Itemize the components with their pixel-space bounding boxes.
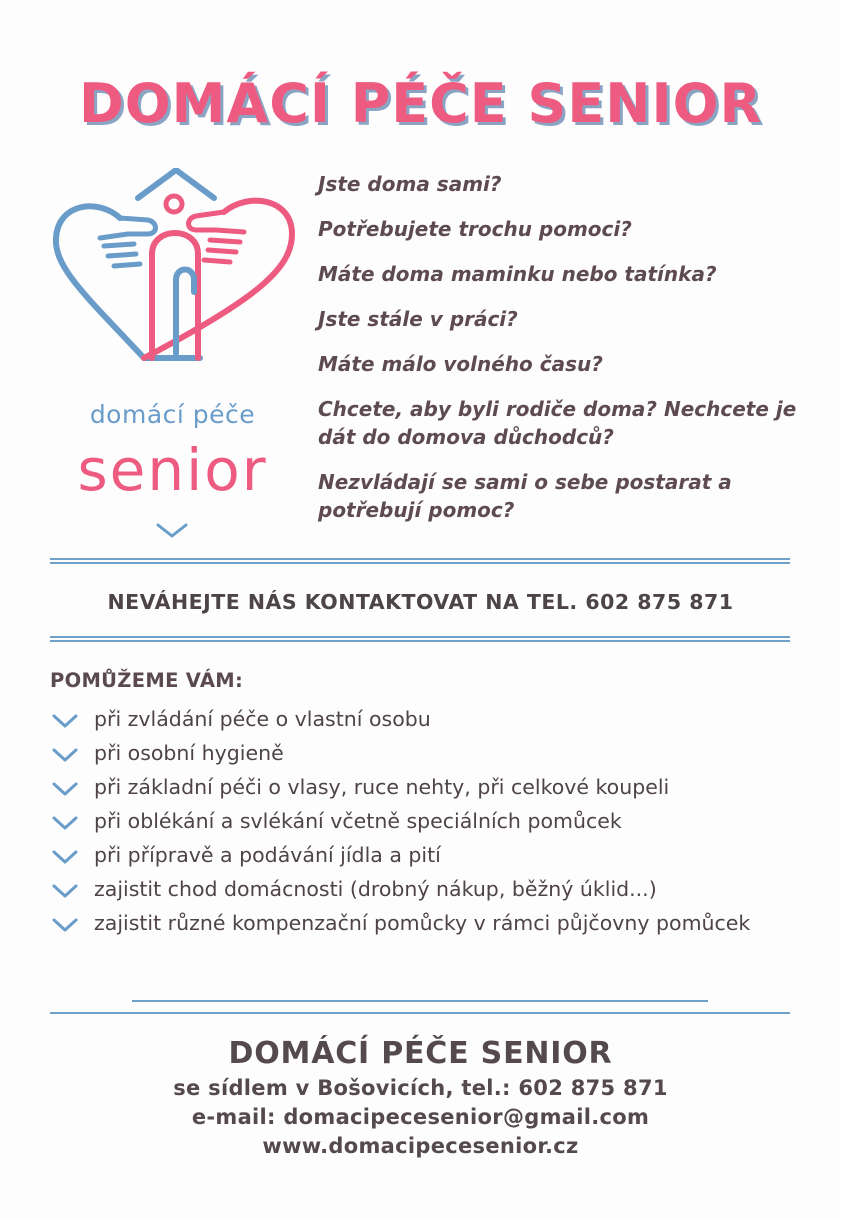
help-heading: POMŮŽEME VÁM: bbox=[50, 669, 244, 692]
list-item-text: při oblékání a svlékání včetně speciálních pomůcek bbox=[94, 809, 622, 833]
list-item-text: při přípravě a podávání jídla a pití bbox=[94, 843, 441, 867]
chevron-down-icon bbox=[52, 850, 78, 864]
question: Chcete, aby byli rodiče doma? Nechcete je dát do domova důchodců? bbox=[318, 397, 797, 449]
chevron-down-icon bbox=[52, 748, 78, 762]
divider bbox=[50, 636, 790, 642]
chevron-down-icon bbox=[52, 918, 78, 932]
chevron-down-icon bbox=[156, 522, 188, 540]
question: Potřebujete trochu pomoci? bbox=[318, 217, 632, 241]
footer-web: www.domacipecesenior.cz bbox=[262, 1134, 579, 1158]
chevron-down-icon bbox=[52, 884, 78, 898]
list-item bbox=[50, 808, 810, 835]
question: Jste doma sami? bbox=[318, 172, 502, 196]
list-item bbox=[50, 876, 810, 903]
list-item-text: při osobní hygieně bbox=[94, 741, 284, 765]
logo-subtitle: domácí péče bbox=[89, 400, 256, 429]
footer-title: DOMÁCÍ PÉČE SENIOR bbox=[228, 1036, 613, 1071]
logo-name: senior bbox=[77, 436, 268, 504]
divider bbox=[50, 1012, 790, 1014]
divider bbox=[50, 558, 790, 564]
question: Máte málo volného času? bbox=[318, 352, 603, 376]
list-item bbox=[50, 910, 794, 937]
questions-list bbox=[318, 170, 818, 541]
question: Jste stále v práci? bbox=[318, 307, 518, 331]
footer-email: e-mail: domacipecesenior@gmail.com bbox=[191, 1105, 650, 1129]
list-item-text: při základní péči o vlasy, ruce nehty, při celkové koupeli bbox=[94, 775, 670, 799]
divider bbox=[132, 1000, 708, 1002]
chevron-down-icon bbox=[52, 816, 78, 830]
list-item bbox=[50, 774, 810, 801]
contact-banner: NEVÁHEJTE NÁS KONTAKTOVAT NA TEL. 602 875 871 bbox=[107, 590, 734, 614]
list-item bbox=[50, 842, 810, 869]
list-item-text: zajistit chod domácnosti (drobný nákup, běžný úklid...) bbox=[94, 877, 657, 901]
chevron-down-icon bbox=[52, 782, 78, 796]
help-list bbox=[50, 706, 810, 944]
question: Máte doma maminku nebo tatínka? bbox=[318, 262, 717, 286]
question: Nezvládají se sami o sebe postarat a potřebují pomoc? bbox=[318, 470, 732, 522]
heart-hands-house-icon bbox=[48, 168, 298, 368]
list-item bbox=[50, 740, 810, 767]
list-item bbox=[50, 706, 810, 733]
main-title: DOMÁCÍ PÉČE SENIOR bbox=[78, 72, 763, 135]
footer-address: se sídlem v Bošovicích, tel.: 602 875 871 bbox=[173, 1076, 668, 1100]
list-item-text: při zvládání péče o vlastní osobu bbox=[94, 707, 431, 731]
chevron-down-icon bbox=[52, 714, 78, 728]
list-item-text: zajistit různé kompenzační pomůcky v rámci půjčovny pomůcek bbox=[94, 911, 751, 935]
